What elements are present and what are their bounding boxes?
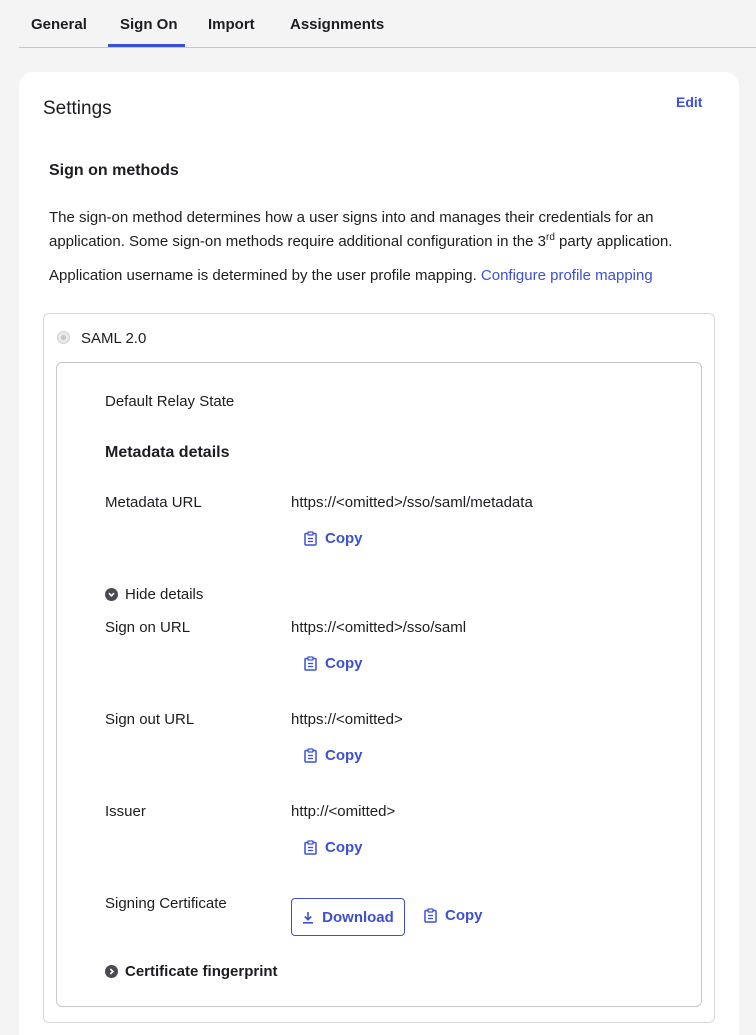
- copy-label: Copy: [325, 530, 363, 547]
- saml-details-panel: [56, 362, 702, 1007]
- download-certificate-button[interactable]: [291, 898, 405, 936]
- settings-title: Settings: [43, 98, 112, 119]
- copy-issuer-button[interactable]: [304, 839, 363, 856]
- description-text-1: The sign-on method determines how a user signs into and manages their credentials for an application. Some sign-on methods require additional configuration in the 3: [49, 209, 654, 250]
- active-tab-indicator: [108, 44, 185, 47]
- clipboard-icon: [304, 748, 317, 763]
- chevron-down-circle-icon: [105, 588, 118, 601]
- settings-card: [19, 72, 739, 1035]
- metadata-url-label: Metadata URL: [105, 494, 202, 511]
- tab-assignments[interactable]: Assignments: [290, 16, 385, 33]
- download-icon: [302, 911, 314, 924]
- clipboard-icon: [304, 656, 317, 671]
- copy-label: Copy: [325, 839, 363, 856]
- signing-certificate-label: Signing Certificate: [105, 895, 227, 912]
- sign-out-url-label: Sign out URL: [105, 711, 195, 728]
- clipboard-icon: [304, 531, 317, 546]
- sign-on-description: [49, 206, 689, 254]
- metadata-details-heading: Metadata details: [105, 444, 230, 461]
- certificate-fingerprint-toggle[interactable]: [105, 963, 278, 980]
- chevron-right-circle-icon: [105, 965, 118, 978]
- tab-import[interactable]: Import: [208, 16, 255, 33]
- saml-radio[interactable]: [57, 331, 70, 344]
- download-label: Download: [322, 908, 394, 926]
- description-superscript: rd: [545, 232, 555, 243]
- copy-label: Copy: [325, 655, 363, 672]
- description-text-2: party application.: [554, 233, 673, 250]
- copy-label: Copy: [445, 907, 483, 924]
- sign-out-url-value: https://<omitted>: [291, 711, 403, 728]
- tab-bar: [19, 0, 756, 48]
- copy-sign-out-url-button[interactable]: [304, 747, 363, 764]
- certificate-fingerprint-label: Certificate fingerprint: [125, 963, 278, 980]
- tab-sign-on[interactable]: Sign On: [120, 16, 178, 33]
- copy-metadata-url-button[interactable]: [304, 530, 363, 547]
- saml-method-box: [43, 313, 715, 1023]
- sign-on-url-value: https://<omitted>/sso/saml: [291, 619, 467, 636]
- sign-on-methods-heading: Sign on methods: [49, 162, 179, 179]
- clipboard-icon: [424, 908, 437, 923]
- issuer-value: http://<omitted>: [291, 803, 396, 820]
- sign-on-url-label: Sign on URL: [105, 619, 191, 636]
- issuer-label: Issuer: [105, 803, 146, 820]
- hide-details-label: Hide details: [125, 586, 204, 603]
- relay-state-label: Default Relay State: [105, 393, 235, 410]
- copy-certificate-button[interactable]: [424, 907, 483, 924]
- edit-button[interactable]: Edit: [676, 94, 703, 110]
- tab-general[interactable]: General: [31, 16, 87, 33]
- copy-label: Copy: [325, 747, 363, 764]
- mapping-text: Application username is determined by the user profile mapping.: [49, 267, 477, 284]
- metadata-url-value: https://<omitted>/sso/saml/metadata: [291, 494, 533, 511]
- profile-mapping-text: [49, 267, 653, 284]
- configure-profile-mapping-link[interactable]: Configure profile mapping: [480, 267, 653, 284]
- clipboard-icon: [304, 840, 317, 855]
- copy-sign-on-url-button[interactable]: [304, 655, 363, 672]
- hide-details-toggle[interactable]: [105, 586, 203, 603]
- saml-method-label: SAML 2.0: [81, 330, 147, 347]
